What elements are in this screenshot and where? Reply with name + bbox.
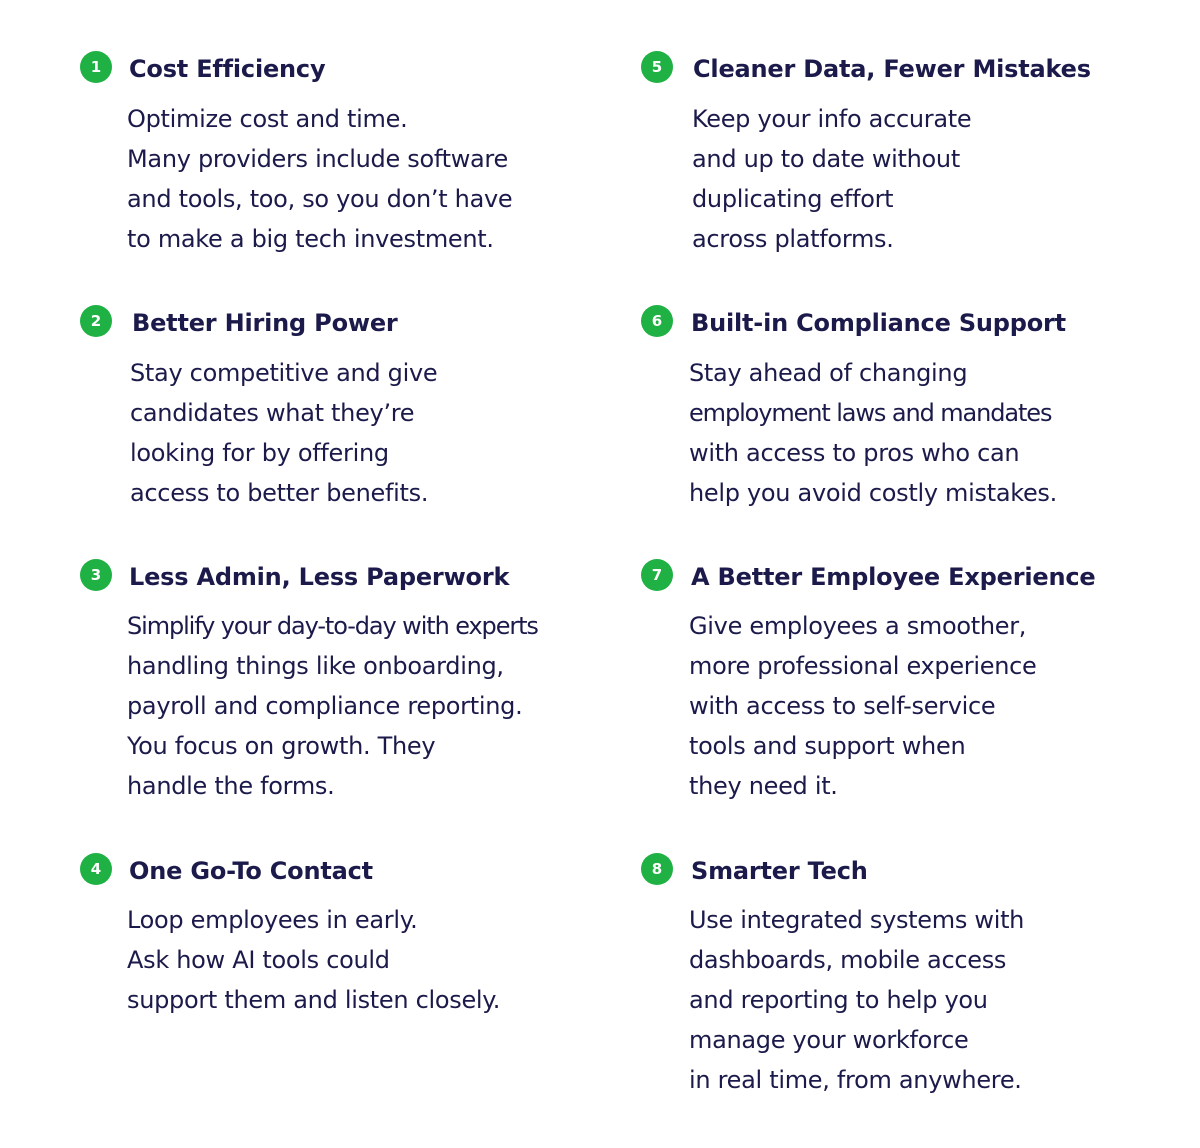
description-line: Stay competitive and give: [130, 359, 438, 387]
description-line: Optimize cost and time.: [127, 105, 408, 133]
benefit-description: [130, 353, 437, 513]
benefit-description: [689, 353, 1057, 513]
description-line: payroll and compliance reporting.: [127, 692, 523, 720]
description-line: they need it.: [689, 772, 838, 800]
description-line: Use integrated systems with: [689, 906, 1025, 934]
description-line: Stay ahead of changing: [689, 359, 968, 387]
description-line: with access to self-service: [689, 692, 996, 720]
benefit-title: A Better Employee Experience: [691, 563, 1096, 591]
description-line: to make a big tech investment.: [127, 225, 494, 253]
description-line: with access to pros who can: [689, 439, 1020, 467]
number-badge: 5: [641, 51, 673, 83]
description-line: manage your workforce: [689, 1026, 969, 1054]
description-line: Loop employees in early.: [127, 906, 418, 934]
description-line: Keep your info accurate: [692, 105, 972, 133]
number-badge: 2: [80, 305, 112, 337]
number-badge: 7: [641, 559, 673, 591]
description-line: help you avoid costly mistakes.: [689, 479, 1057, 507]
description-line: and reporting to help you: [689, 986, 988, 1014]
description-line: Give employees a smoother,: [689, 612, 1027, 640]
description-line: and up to date without: [692, 145, 960, 173]
benefit-title: One Go-To Contact: [129, 857, 373, 885]
description-line: across platforms.: [692, 225, 894, 253]
benefit-description: [127, 606, 538, 806]
number-badge: 8: [641, 853, 673, 885]
description-line: dashboards, mobile access: [689, 946, 1007, 974]
description-line: and tools, too, so you don’t have: [127, 185, 513, 213]
description-line: handling things like onboarding,: [127, 652, 504, 680]
benefit-description: [692, 99, 971, 259]
benefit-title: Cleaner Data, Fewer Mistakes: [693, 55, 1091, 83]
benefit-title: Better Hiring Power: [132, 309, 398, 337]
benefit-title: Cost Efficiency: [129, 55, 326, 83]
description-line: duplicating effort: [692, 185, 894, 213]
number-badge: 3: [80, 559, 112, 591]
benefit-description: [127, 900, 500, 1020]
benefit-description: [127, 99, 512, 259]
benefit-title: Smarter Tech: [691, 857, 868, 885]
description-line: employment laws and mandates: [689, 399, 1052, 427]
benefit-description: [689, 900, 1024, 1100]
benefit-title: Built-in Compliance Support: [691, 309, 1066, 337]
description-line: more professional experience: [689, 652, 1037, 680]
description-line: Simplify your day-to-day with experts: [127, 612, 538, 640]
description-line: in real time, from anywhere.: [689, 1066, 1022, 1094]
number-badge: 6: [641, 305, 673, 337]
description-line: You focus on growth. They: [127, 732, 436, 760]
description-line: Ask how AI tools could: [127, 946, 390, 974]
benefit-description: [689, 606, 1036, 806]
description-line: handle the forms.: [127, 772, 335, 800]
number-badge: 4: [80, 853, 112, 885]
description-line: looking for by offering: [130, 439, 389, 467]
description-line: candidates what they’re: [130, 399, 415, 427]
description-line: Many providers include software: [127, 145, 508, 173]
description-line: tools and support when: [689, 732, 966, 760]
benefit-title: Less Admin, Less Paperwork: [129, 563, 510, 591]
description-line: access to better benefits.: [130, 479, 429, 507]
number-badge: 1: [80, 51, 112, 83]
description-line: support them and listen closely.: [127, 986, 501, 1014]
